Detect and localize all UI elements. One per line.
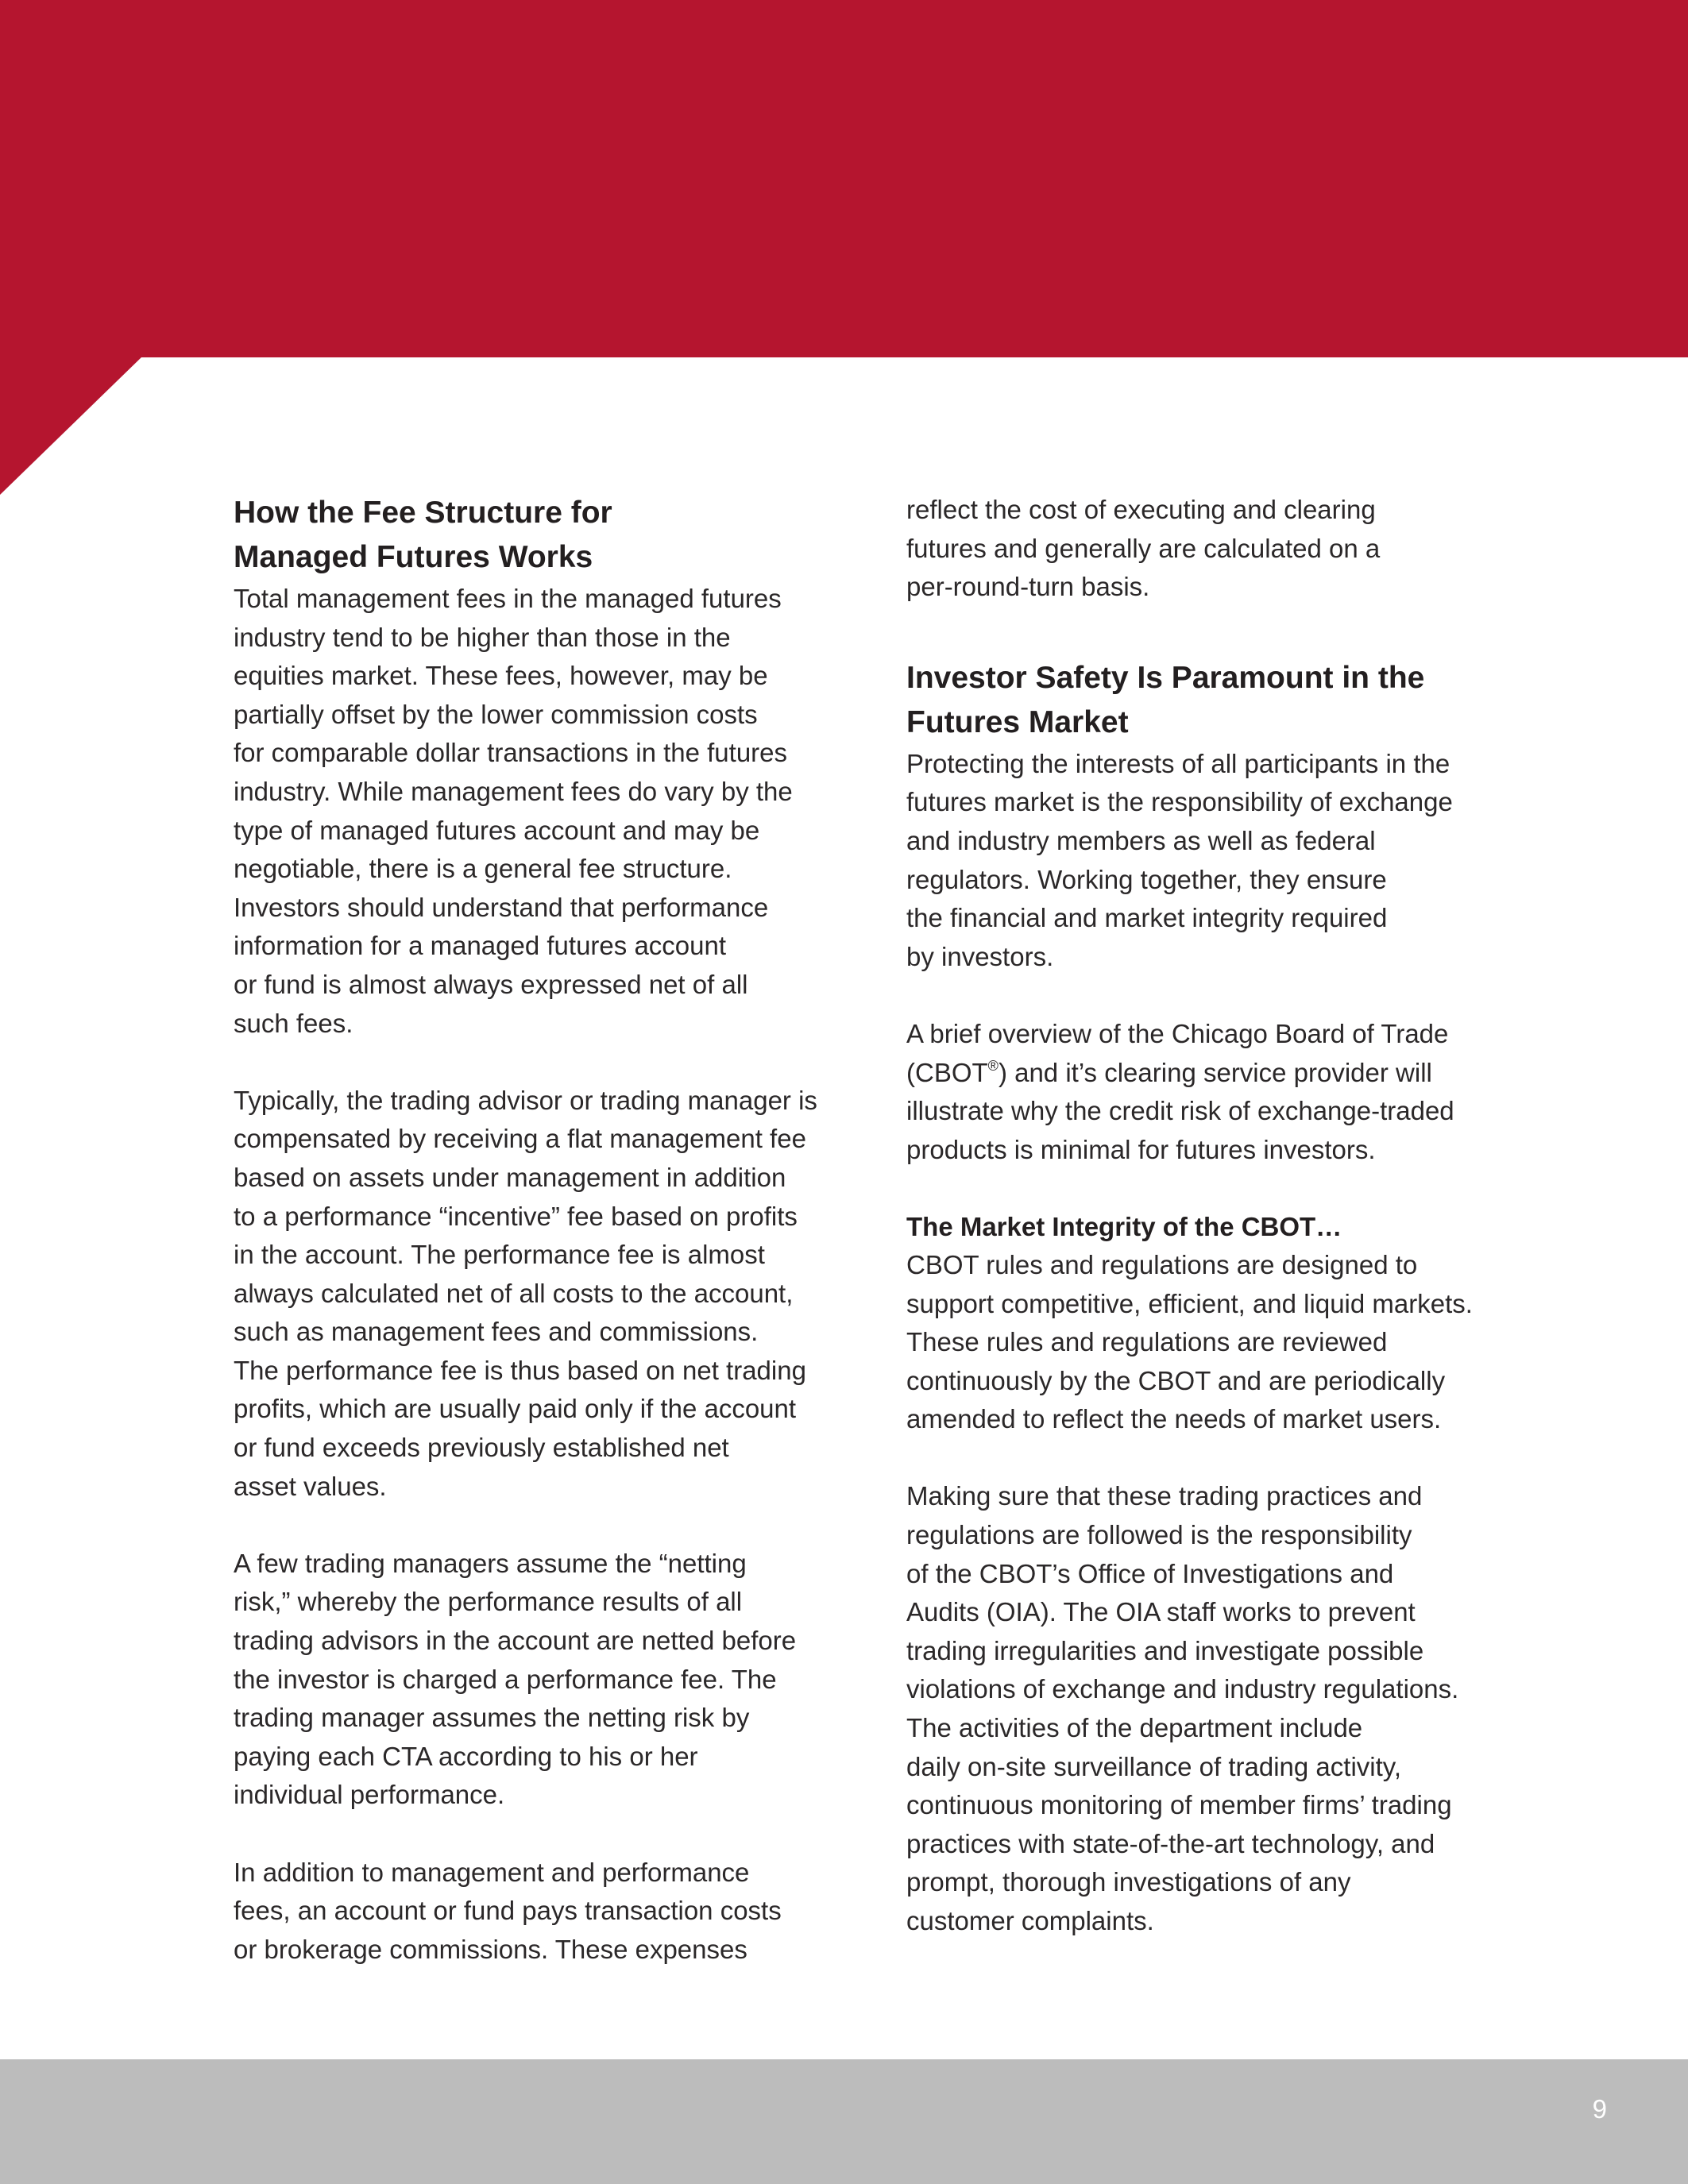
header-red-band	[0, 0, 1688, 357]
fee-paragraph-3: A few trading managers assume the “netting risk,” whereby the performance results of all trading advisors in the account are netted before the investor is charged a performance fee. The trading manager assumes the netting risk by paying each CTA according to his or her individual performance.	[234, 1548, 797, 1810]
overview-rest: ) and it’s clearing service provider will illustrate why the credit risk of exchange-traded products is minimal for futures investors.	[906, 1057, 1454, 1164]
header-corner-accent	[0, 356, 143, 495]
cbot-overview-paragraph	[906, 1015, 1574, 1169]
overview-line-1: A brief overview of the Chicago Board of Trade	[906, 1018, 1449, 1048]
investor-safety-heading: Investor Safety Is Paramount in the Futures Market	[906, 660, 1425, 739]
fee-structure-heading: How the Fee Structure for Managed Futures Works	[234, 496, 612, 574]
overview-cbot-prefix: (CBOT	[906, 1057, 988, 1087]
right-column	[906, 491, 1574, 1941]
left-column	[234, 491, 853, 1969]
continued-paragraph: reflect the cost of executing and clearing futures and generally are calculated on a per-round-turn basis.	[906, 495, 1381, 602]
registered-mark: ®	[987, 1057, 999, 1074]
footer-band	[0, 2059, 1688, 2184]
fee-paragraph-2: Typically, the trading advisor or trading manager is compensated by receiving a flat management fee based on assets under management in addition to a performance “incentive” fee based on profits in the account. The performance fee is almost always calculated net of all costs to the account, such as management fees and commissions. The performance fee is thus based on net trading profits, which are usually paid only if the account or fund exceeds previously established net asset values.	[234, 1085, 817, 1501]
oia-paragraph: Making sure that these trading practices and regulations are followed is the responsibility of the CBOT’s Office of Investigations and Audits (OIA). The OIA staff works to prevent trading irregularities and investigate possible violations of exchange and industry regulations. The activities of the department include daily on-site surveillance of trading activity, continuous monitoring of member firms’ trading practices with state-of-the-art technology, and prompt, thorough investigations of any customer complaints.	[906, 1481, 1459, 1935]
fee-paragraph-4: In addition to management and performance fees, an account or fund pays transaction costs or brokerage commissions. These expenses	[234, 1857, 782, 1964]
safety-paragraph: Protecting the interests of all participants in the futures market is the responsibility of exchange and industry members as well as federal regulators. Working together, they ensure the financial and market integrity required by investors.	[906, 748, 1453, 971]
page-number: 9	[1592, 2094, 1607, 2124]
fee-paragraph-1: Total management fees in the managed futures industry tend to be higher than those in the equities market. These fees, however, may be partially offset by the lower commission costs for comparable dollar transactions in the futures industry. While management fees do vary by the type of managed futures account and may be negotiable, there is a general fee structure. Investors should understand that performance information for a managed futures account or fund is almost always expressed net of all such fees.	[234, 584, 793, 1038]
market-integrity-subheading: The Market Integrity of the CBOT…	[906, 1211, 1342, 1241]
rules-paragraph: CBOT rules and regulations are designed to support competitive, efficient, and liquid markets. These rules and regulations are reviewed continuously by the CBOT and are periodically amended to reflect the needs of market users.	[906, 1249, 1473, 1434]
